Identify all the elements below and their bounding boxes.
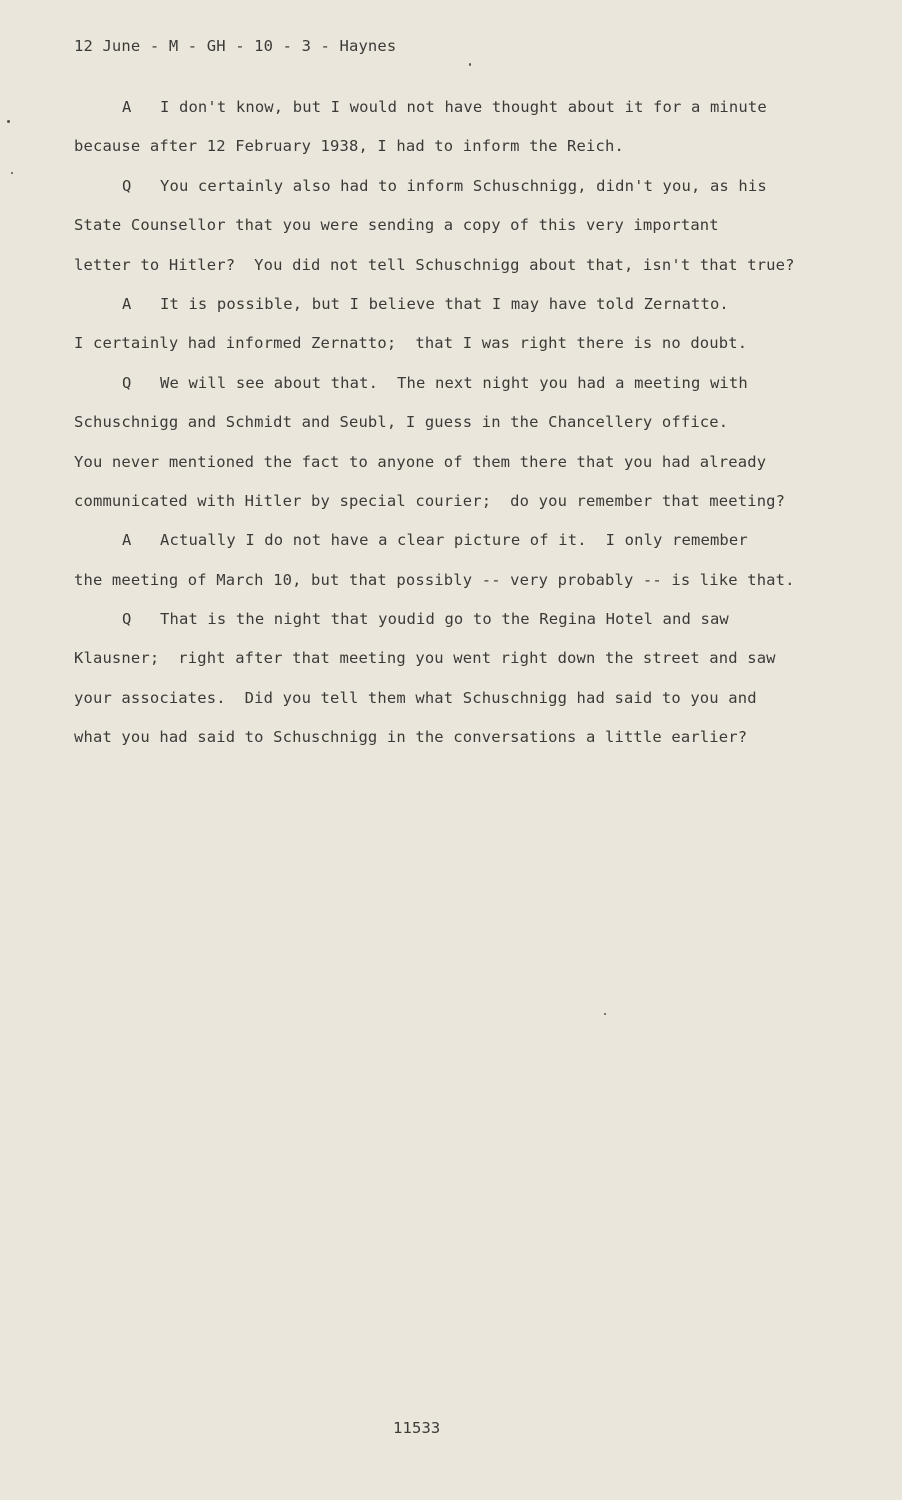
speaker-label: Q bbox=[122, 176, 132, 195]
paragraph-line: the meeting of March 10, but that possibly -- very probably -- is like that. bbox=[74, 570, 795, 589]
line-text: You certainly also had to inform Schuschnigg, didn't you, as his bbox=[160, 176, 767, 195]
ink-speck bbox=[469, 63, 471, 66]
transcript-body bbox=[74, 94, 864, 764]
paragraph-line: Schuschnigg and Schmidt and Seubl, I guess in the Chancellery office. bbox=[74, 413, 729, 432]
paragraph-line: because after 12 February 1938, I had to inform the Reich. bbox=[74, 137, 624, 156]
paragraph-line-first bbox=[74, 291, 864, 330]
line-text: I don't know, but I would not have thought about it for a minute bbox=[160, 98, 767, 116]
paragraph-line-first bbox=[74, 370, 864, 409]
speaker-label: Q bbox=[122, 373, 132, 392]
page-number: 11533 bbox=[393, 1419, 441, 1437]
paragraph-answer-1 bbox=[74, 94, 864, 173]
paragraph-question-1 bbox=[74, 173, 864, 291]
line-text: It is possible, but I believe that I may have told Zernatto. bbox=[160, 294, 729, 313]
ink-speck bbox=[11, 172, 13, 174]
paragraph-line: letter to Hitler? You did not tell Schuschnigg about that, isn't that true? bbox=[74, 255, 795, 274]
paragraph-line: your associates. Did you tell them what Schuschnigg had said to you and bbox=[74, 688, 757, 707]
speaker-label: A bbox=[122, 98, 132, 116]
ink-speck bbox=[604, 1013, 606, 1015]
paragraph-line-first bbox=[74, 527, 864, 566]
line-text: We will see about that. The next night you had a meeting with bbox=[160, 373, 748, 392]
line-text: That is the night that youdid go to the Regina Hotel and saw bbox=[160, 610, 729, 629]
paragraph-line-first bbox=[74, 606, 864, 645]
ink-speck bbox=[7, 120, 10, 123]
paragraph-line-first bbox=[74, 94, 864, 133]
paragraph-line: You never mentioned the fact to anyone of them there that you had already bbox=[74, 452, 767, 471]
paragraph-answer-3 bbox=[74, 527, 864, 606]
paragraph-line: State Counsellor that you were sending a copy of this very important bbox=[74, 216, 719, 235]
paragraph-question-2 bbox=[74, 370, 864, 528]
line-text: Actually I do not have a clear picture of it. I only remember bbox=[160, 531, 748, 550]
paragraph-line: what you had said to Schuschnigg in the conversations a little earlier? bbox=[74, 728, 748, 747]
paragraph-question-3 bbox=[74, 606, 864, 764]
page-header: 12 June - M - GH - 10 - 3 - Haynes bbox=[74, 37, 397, 55]
speaker-label: A bbox=[122, 294, 132, 313]
speaker-label: Q bbox=[122, 610, 132, 629]
paragraph-line-first bbox=[74, 173, 864, 212]
paragraph-line: communicated with Hitler by special courier; do you remember that meeting? bbox=[74, 491, 786, 510]
paragraph-line: Klausner; right after that meeting you went right down the street and saw bbox=[74, 649, 776, 668]
paragraph-line: I certainly had informed Zernatto; that I was right there is no doubt. bbox=[74, 334, 748, 353]
speaker-label: A bbox=[122, 531, 132, 550]
paragraph-answer-2 bbox=[74, 291, 864, 370]
